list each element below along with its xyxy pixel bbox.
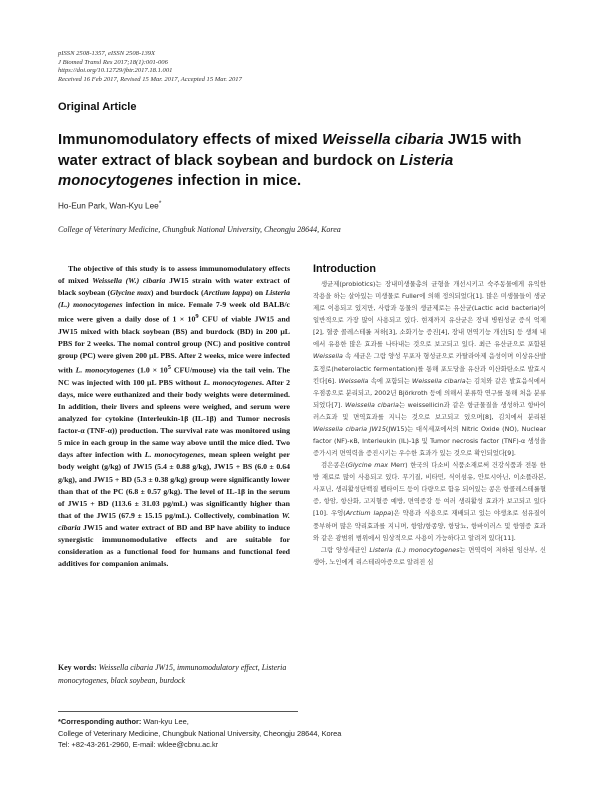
abstract-text: JW15 strain with water extract of black soybean ( [58, 276, 290, 298]
introduction-heading: Introduction [313, 263, 376, 275]
intro-text: )은 약용과 식용으로 재배되고 있는 야생초로 섬유질이 풍부하며 많은 약리효과를 지니며, 항암/항종양, 항당뇨, 항바이러스 및 항염증 효과와 같은 광범위 범위에서 임상적으로 사용이 가능하다고 알려져 있다[11]. [313, 510, 546, 542]
doi-link[interactable]: https://doi.org/10.12729/jbtr.2017.18.1.001 [58, 67, 173, 75]
journal-citation: J Biomed Transl Res 2017;18(1):001-006 [58, 58, 168, 66]
abstract-text: infection in mice. Female 7-9 week old BALB/c mice were given a daily dose of 1 × 10 [58, 300, 290, 324]
corresponding-mark: * [158, 200, 162, 207]
title-species: Weissella cibaria [322, 132, 444, 148]
intro-text: 속 세균은 그람 양성 무포자 형성균으로 카탈라아제 음성이며 이상유산발효정로(heterolactic fermentation)를 통해 포도당을 유산과 이산화탄소로 발효시킨다[6]. [313, 353, 546, 385]
intro-text: Merr) 한국의 다소비 식품소재로써 건강식품과 전통 한방 재료로 많이 사용되고 있다. 무기질, 비타민, 식이섬유, 안토시아닌, 이소플라본, 사포닌, 생리활성단백질 펩타이드 등이 다량으로 함유 되어있는 콩은 항콜레스테롤혈증, 항암, 항산화, 고지혈증 예방, 면역증강 등 여러 생리활성 효과가 보고되고 있다[10]. 우엉( [313, 462, 546, 518]
abstract-text: , mean spleen weight per body weight (g/kg) of JW15 (5.4 ± 0.88 g/kg), JW15 + BS (6.0 ± 0.64 g/kg), and JW15 + BD (5.3 ± 0.38 g/kg) group were significantly lower than that of the PC (6.8 ± 0.57 g/kg). The level of IL-1β in the serum of JW15 + BD (113.6 ± 31.03 pg/mL) was significantly higher than that of the JW15 (67.9 ± 15.15 pg/mL). Collectively, combination [58, 450, 290, 520]
title-part: Immunomodulatory effects of mixed [58, 132, 323, 148]
abstract-italic: W. cibaria [58, 510, 290, 532]
corresponding-author-note [58, 716, 341, 751]
abstract-italic: Weissella (W.) cibaria [92, 276, 166, 286]
author-names: Ho-Eun Park, Wan-Kyu Lee [58, 201, 159, 211]
keywords-label: Key words: [58, 663, 97, 672]
intro-italic: Weissella [313, 353, 343, 361]
intro-italic: Weissella cibaria JW15 [313, 425, 386, 433]
abstract-italic: L. monocytogenes [75, 365, 135, 375]
abstract-text: . After 2 days, mice were euthanized and their body weights were determined. In addition, their livers and spleens were weighed, and serum were analyzed for cytokine (Interleukin-1β (IL-1β) and Tumor necrosis factor-α (TNF-α)) production. The survival rate was monitored using 5 mice in each group in the same way above until the mice died. Two days after infection with [58, 377, 290, 460]
keywords [58, 662, 290, 687]
intro-text: 는 weissellicin과 같은 항균물질을 생성하고 항바이러스효과 및 면역효과를 지니는 것으로 보고되고 있으며[8], 김치에서 분리된 [313, 401, 546, 421]
abstract-text: The objective of this study is to assess immunomodulatory effects of mixed [58, 264, 290, 286]
abstract-italic: L. monocytogenes [144, 450, 204, 460]
abstract-text: (1.0 × 10 [134, 365, 168, 375]
keywords-value: Weissella cibaria JW15, immunomodulatory effect, Listeria monocytogenes, black soybean, burdock [58, 663, 287, 685]
author-list [58, 200, 161, 211]
intro-text: 그람 양성세균인 [321, 546, 370, 554]
abstract-italic: L. monocytogenes [203, 377, 263, 387]
intro-italic: Weissella cibaria [345, 401, 399, 409]
intro-text: 속에 포함되는 [368, 377, 413, 385]
intro-paragraph [313, 545, 546, 569]
author-affiliation: College of Veterinary Medicine, Chungbuk National University, Cheongju 28644, Korea [58, 225, 341, 234]
intro-text: 생균제(probiotics)는 장내미생물총의 균형을 개선시키고 숙주동물에게 유익한 작용을 하는 살아있는 미생물로 Fuller에 의해 정의되었다[1]. 많은 미생물들이 생균제로 이용되고 있지만, 사람과 동물의 생균제로는 유산균(Lactic acid bacteria)이 일반적으로 가장 많이 사용되고 있다. 현재까지 유산균은 장내 병원성균 증식 억제[2], 혈중 콜레스테롤 저하[3], 소화기능 증진[4], 장내 면역기능 개선[5] 등 생체 내에서 유용한 많은 효과를 나타내는 것으로 보고되고 있다. 최근 유산균으로 포함된 [313, 281, 546, 349]
article-dates: Received 16 Feb 2017, Revised 15 Mar. 2017, Accepted 15 Mar. 2017 [58, 75, 242, 83]
abstract-italic: Glycine max [110, 288, 151, 298]
corresponding-author-line [58, 716, 341, 728]
abstract-text: CFU of viable JW15 and JW15 mixed with black soybean (BS) and burdock (BD) in 200 μL PBS for 2 weeks. The nomal control group (NC) and positive control group (PC) were given 200 μL PBS. After 2 weeks, mice were infected with [58, 314, 290, 375]
intro-paragraph [313, 279, 546, 460]
title-part: JW15 with water extract of black soybean and burdock on [58, 132, 522, 169]
article-title [58, 130, 548, 192]
abstract-text: ) on [250, 288, 266, 298]
intro-text: 검은콩은( [321, 462, 348, 470]
corresponding-contact: Tel: +82-43-261-2960, E-mail: wklee@cbnu.ac.kr [58, 740, 219, 749]
corresponding-address: College of Veterinary Medicine, Chungbuk National University, Cheongju 28644, Korea [58, 728, 342, 738]
intro-italic: Weissella cibaria [412, 377, 466, 385]
corresponding-name: Wan-kyu Lee, [143, 717, 189, 726]
article-type-label: Original Article [58, 101, 137, 113]
intro-paragraph [313, 460, 546, 545]
abstract-italic: Arctium lappa [203, 288, 250, 298]
intro-italic: Glycine max [348, 462, 389, 470]
corresponding-label: *Corresponding author: [58, 717, 142, 726]
footnote-divider [58, 711, 298, 712]
title-part: infection in mice. [173, 173, 302, 189]
abstract-italic: Listeria (L.) monocytogenes [58, 288, 291, 310]
journal-meta [58, 50, 242, 84]
intro-italic: Arctium lappa [345, 510, 392, 518]
abstract-text: ) and burdock ( [150, 288, 204, 298]
title-pathogen: Listeria monocytogenes [58, 152, 454, 189]
intro-italic: Weissella [338, 377, 369, 385]
intro-text: 는 면역력이 저하된 임산부, 신생아, 노인에게 리스테리아증으로 알려진 심 [313, 546, 547, 566]
issn-line: pISSN 2508-1357, eISSN 2508-139X [58, 50, 156, 57]
intro-text: 는 김치와 같은 발효음식에서 우점종으로 분리되고, 2002년 Björkroth 등에 의해서 분류학 연구를 통해 처음 분류 되었다[7]. [313, 377, 547, 409]
abstract-text: JW15 and water extract of BD and BP have ability to induce synergistic immunomodulative effects and are suitable for consideration as a functional food for humans and functional feed additives for companion animals. [58, 522, 290, 569]
abstract-superscript: 9 [195, 313, 199, 321]
abstract-superscript: 5 [167, 364, 171, 372]
abstract-text: CFU/mouse) via the tail vein. The NC was injected with 100 μL PBS without [58, 365, 290, 387]
introduction-body [313, 279, 546, 569]
abstract [58, 263, 290, 570]
intro-text: (JW15)는 대식세포에서의 Nitric Oxide (NO), Nuclear factor (NF)-κB, Interleukin (IL)-1β 및 Tumor necrosis factor (TNF)-α 생성을 증가시켜 면역력을 증진시키는 우수한 효과가 있는 것으로 확인되었다[9]. [313, 425, 546, 458]
intro-italic: Listeria (L.) monocytogenes [369, 546, 460, 554]
